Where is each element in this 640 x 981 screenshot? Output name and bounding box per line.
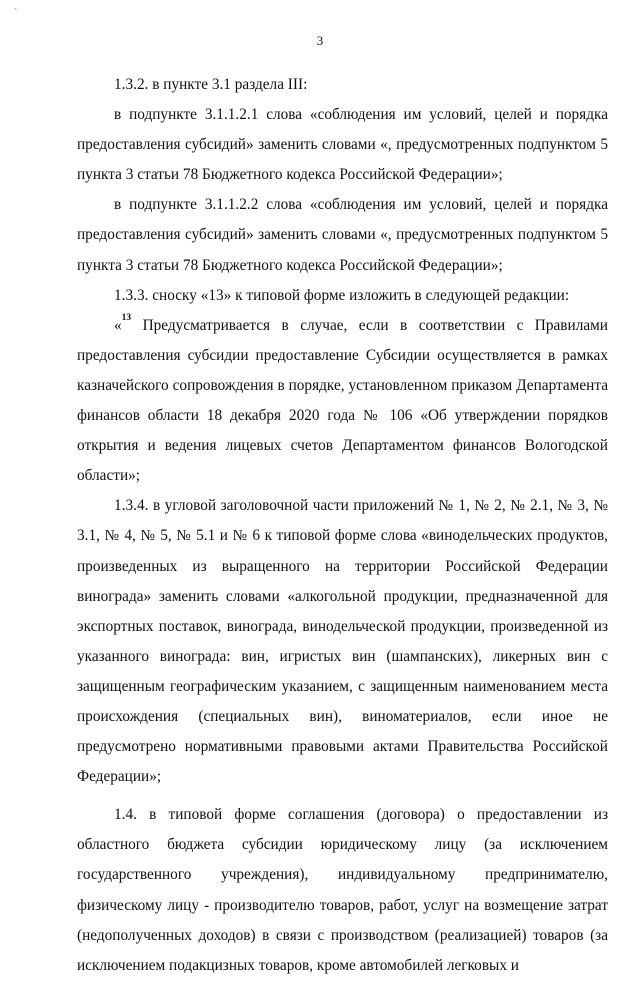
paragraph-subpoint-3-1-1-2-1: в подпункте 3.1.1.2.1 слова «соблюдения им условий, целей и порядка предоставления субсидий» заменить словами «, предусмотренных подпунктом 5 пункта 3 статьи 78 Бюджетного кодекса Российской Федерации»; <box>77 106 608 184</box>
footnote-text: Предусматривается в случае, если в соответствии с Правилами предоставления субсидии предоставление Субсидии осуществляется в рамках казначейского сопровождения в порядке, установленном приказом Департамента финансов области 18 декабря 2020 года № 106 «Об утверждении порядков открытия и ведения лицевых счетов Департаментом финансов Вологодской области»; <box>77 316 608 485</box>
paragraph-1-3-3: 1.3.3. сноску «13» к типовой форме изложить в следующей редакции: <box>114 286 570 304</box>
paragraph-1-3-2: 1.3.2. в пункте 3.1 раздела III: <box>114 76 308 93</box>
footnote-mark: 13 <box>121 312 132 323</box>
page-number: 3 <box>316 33 324 48</box>
paragraph-1-3-4: 1.3.4. в угловой заголовочной части приложений № 1, № 2, № 2.1, № 3, № 3.1, № 4, № 5, № 5.1 и № 6 к типовой форме слова «винодельческих продуктов, произведенных из выращенного на территории Российской Федерации винограда» заменить словами «алкогольной продукции, предназначенной для экспортных поставок, винограда, винодельческой продукции, произведенной из указанного винограда: вин, игристых вин (шампанских), ликерных вин с защищенным географическим указанием, с защищенным наименованием места происхождения (специальных вин), виноматериалов, если иное не предусмотрено нормативными правовыми актами Правительства Российской Федерации»; <box>77 497 608 786</box>
paragraph-footnote-13 <box>77 311 608 492</box>
scan-artifact-mark: ˋ <box>14 8 18 19</box>
paragraph-subpoint-3-1-1-2-2: в подпункте 3.1.1.2.2 слова «соблюдения им условий, целей и порядка предоставления субсидий» заменить словами «, предусмотренных подпунктом 5 пункта 3 статьи 78 Бюджетного кодекса Российской Федерации»; <box>77 196 608 274</box>
document-body <box>77 70 608 981</box>
quote-open: « <box>114 316 122 334</box>
paragraph-1-4: 1.4. в типовой форме соглашения (договора) о предоставлении из областного бюджета субсидии юридическому лицу (за исключением государственного учреждения), индивидуальному предпринимателю, физическому лицу - производителю товаров, работ, услуг на возмещение затрат (недополученных доходов) в связи с производством (реализацией) товаров (за исключением подакцизных товаров, кроме автомобилей легковых и <box>77 806 608 974</box>
